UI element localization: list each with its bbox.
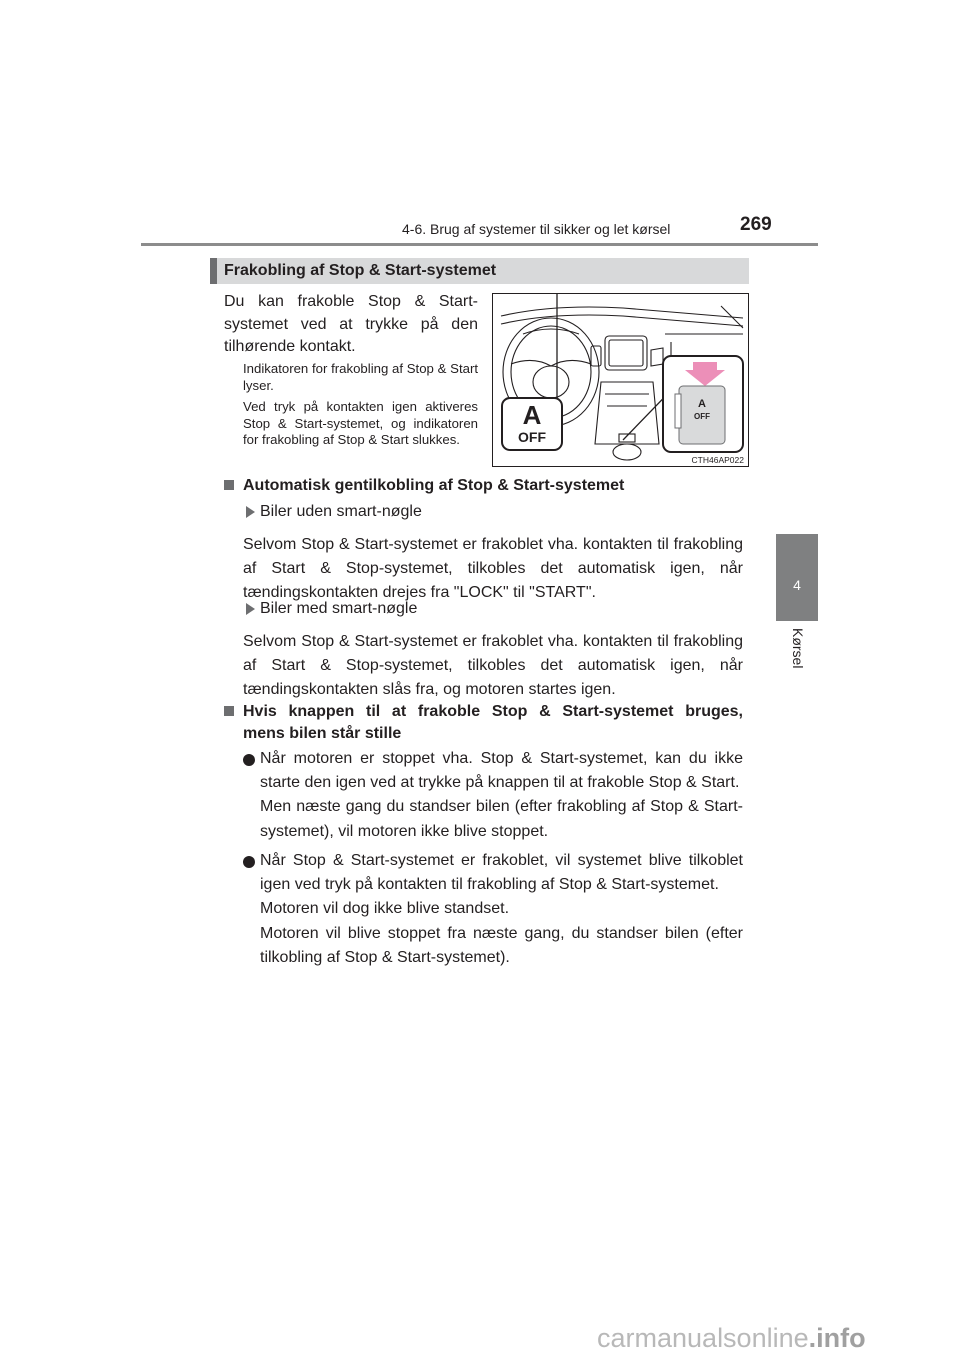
chapter-header: 4-6. Brug af systemer til sikker og let kørsel (402, 221, 671, 237)
indicator-note: Indikatoren for frakobling af Stop & Start lyser. (243, 361, 478, 393)
bullet1-part-b: Men næste gang du standser bilen (efter frakobling af Stop & Start-systemet), vil motoren ikke blive stoppet. (260, 798, 743, 840)
square-bullet-icon (224, 706, 234, 716)
triangle-bullet-icon (246, 506, 255, 518)
case1-text: Selvom Stop & Start-systemet er frakoblet vha. kontakten til frakobling af Start & Stop-systemet, tilkobles det automatisk igen, når tændingskontakten drejes fra "LOCK" til "START". (243, 536, 743, 602)
header-rule (141, 243, 818, 246)
triangle-bullet-icon (246, 603, 255, 615)
watermark-suffix: .info (808, 1323, 866, 1353)
side-tab-number: 4 (793, 577, 801, 593)
bullet2-part-c: Motoren vil blive stoppet fra næste gang, du standser bilen (efter tilkobling af Stop & Start-systemet). (260, 924, 743, 966)
intro-line-1: Du kan frakoble Stop & Start- (224, 293, 478, 310)
round-bullet-icon (243, 856, 255, 868)
bullet2-part-a: Når Stop & Start-systemet er frakoblet, vil systemet blive tilkoblet igen ved tryk på kontakten til frakobling af Stop & Start-systemet. (260, 852, 743, 894)
illustration-code: CTH46AP022 (691, 455, 744, 465)
auto-heading: Automatisk gentilkobling af Stop & Start-systemet (243, 477, 625, 494)
bullet1-text (260, 747, 743, 844)
watermark-prefix: carmanualsonline (597, 1323, 809, 1353)
watermark (597, 1323, 866, 1354)
intro-line-3: tilhørende kontakt. (224, 338, 356, 355)
bullet1-part-a: Når motoren er stoppet vha. Stop & Start-systemet, kan du ikke starte den igen ved at trykke på knappen til at frakoble Stop & Start. (260, 750, 743, 792)
bullet2-text (260, 849, 743, 970)
bullet2-part-b: Motoren vil dog ikke blive standset. (260, 900, 510, 918)
dashboard-illustration (492, 293, 749, 467)
page-number: 269 (740, 214, 772, 235)
round-bullet-icon (243, 754, 255, 766)
still-heading-line2: mens bilen står stille (243, 725, 402, 742)
case1-title: Biler uden smart-nøgle (260, 503, 422, 520)
intro-line-2: systemet ved at trykke på den (224, 315, 478, 333)
case2-title: Biler med smart-nøgle (260, 600, 418, 617)
square-bullet-icon (224, 480, 234, 490)
section-title: Frakobling af Stop & Start-systemet (224, 262, 497, 279)
side-tab-label: Kørsel (790, 628, 806, 669)
callout-letter: A (522, 400, 542, 430)
button-off-label: OFF (694, 412, 710, 421)
reactivate-note: Ved tryk på kontakten igen aktiveres Stop & Start-systemet, og indikatoren for frakobling af Stop & Start slukkes. (243, 399, 478, 448)
button-letter: A (698, 398, 706, 410)
still-heading-line1: Hvis knappen til at frakoble Stop & Start-systemet bruges, (243, 703, 743, 720)
case2-text: Selvom Stop & Start-systemet er frakoblet vha. kontakten til frakobling af Start & Stop-systemet, tilkobles det automatisk igen, når tændingskontakten slås fra, og motoren startes igen. (243, 633, 743, 699)
section-intro (224, 291, 478, 359)
callout-off-label: OFF (518, 429, 546, 445)
